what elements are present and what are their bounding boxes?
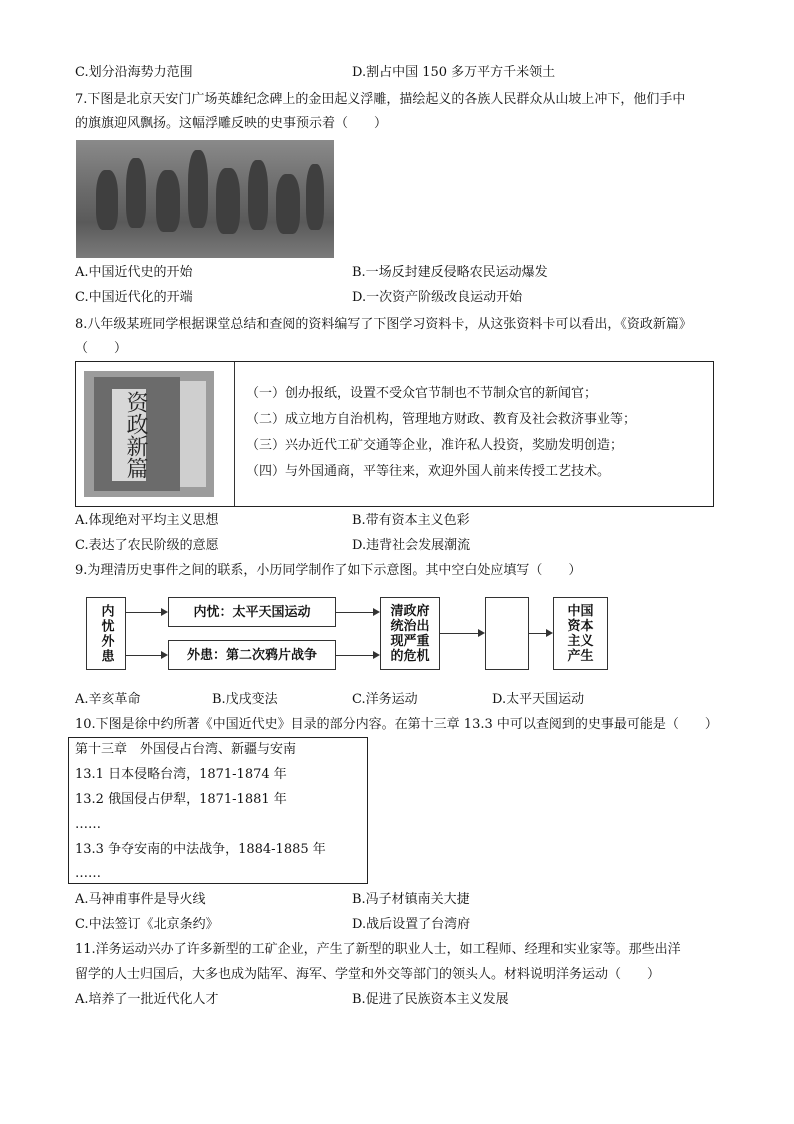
q9-option-c: C.洋务运动	[352, 692, 418, 707]
q11-option-a: A.培养了一批近代化人才	[75, 992, 219, 1007]
q7-option-a: A.中国近代史的开始	[75, 265, 193, 280]
q11-option-b: B.促进了民族资本主义发展	[352, 992, 509, 1007]
arrow-head	[373, 608, 380, 616]
q8-option-d: D.违背社会发展潮流	[352, 538, 471, 553]
connector	[440, 633, 478, 634]
q11-stem-line2: 留学的人士归国后，大多也成为陆军、海军、学堂和外交等部门的领头人。材料说明洋务运动（ ）	[75, 967, 661, 982]
q7-stem-line1: 7.下图是北京天安门广场英雄纪念碑上的金田起义浮雕，描绘起义的各族人民群众从山坡上冲下，他们手中	[75, 92, 686, 107]
connector	[336, 612, 373, 613]
diagram-middle-box: 清政府统治出现严重的危机	[380, 597, 440, 670]
q9-option-b: B.戊戌变法	[212, 692, 278, 707]
q8-stem-line2: （ ）	[75, 341, 128, 356]
connector	[126, 612, 161, 613]
arrow-head	[161, 651, 168, 659]
arrow-head	[546, 629, 553, 637]
q9-stem: 9.为理清历史事件之间的联系，小历同学制作了如下示意图。其中空白处应填写（ ）	[75, 563, 582, 578]
q10-option-a: A.马神甫事件是导火线	[75, 892, 206, 907]
toc-ellipsis: ……	[75, 866, 101, 881]
q10-option-b: B.冯子材镇南关大捷	[352, 892, 470, 907]
q10-stem: 10.下图是徐中约所著《中国近代史》目录的部分内容。在第十三章 13.3 中可以查阅到的史事最可能是（ ）	[75, 717, 718, 732]
arrow-head	[478, 629, 485, 637]
connector	[336, 655, 373, 656]
toc-box	[68, 737, 368, 884]
diagram-top-box: 内忧：太平天国运动	[168, 597, 336, 627]
connector	[126, 655, 161, 656]
diagram-left-box: 内忧外患	[86, 597, 126, 670]
toc-item: 13.2 俄国侵占伊犁，1871-1881 年	[75, 792, 287, 807]
toc-item: 13.3 争夺安南的中法战争，1884-1885 年	[75, 842, 326, 857]
q8-stem-line1: 8.八年级某班同学根据课堂总结和查阅的资料编写了下图学习资料卡，从这张资料卡可以看出，《资政新篇》	[75, 317, 692, 332]
q7-stem-line2: 的旗旗迎风飘扬。这幅浮雕反映的史事预示着（ ）	[75, 116, 388, 131]
q7-option-d: D.一次资产阶级改良运动开始	[352, 290, 523, 305]
toc-item: 13.1 日本侵略台湾，1871-1874 年	[75, 767, 287, 782]
q6-option-c: C.划分沿海势力范围	[75, 65, 193, 80]
q11-stem-line1: 11.洋务运动兴办了许多新型的工矿企业，产生了新型的职业人士，如工程师、经理和实业家等。那些出洋	[75, 942, 681, 957]
diagram-bottom-box: 外患：第二次鸦片战争	[168, 640, 336, 670]
card-item-1: （一）创办报纸，设置不受众官节制也不节制众官的新闻官；	[246, 386, 598, 401]
q7-option-b: B.一场反封建反侵略农民运动爆发	[352, 265, 548, 280]
q8-option-b: B.带有资本主义色彩	[352, 513, 470, 528]
toc-ellipsis: ……	[75, 817, 101, 832]
diagram-right-box: 中国资本主义产生	[553, 597, 608, 670]
q10-option-c: C.中法签订《北京条约》	[75, 917, 219, 932]
diagram-blank-box	[485, 597, 529, 670]
q6-option-d: D.割占中国 150 多万平方千米领土	[352, 65, 556, 80]
q10-option-d: D.战后设置了台湾府	[352, 917, 471, 932]
q9-option-a: A.辛亥革命	[75, 692, 141, 707]
arrow-head	[373, 651, 380, 659]
card-item-4: （四）与外国通商，平等往来，欢迎外国人前来传授工艺技术。	[246, 464, 611, 479]
jintian-uprising-relief-image	[76, 140, 334, 258]
connector	[529, 633, 546, 634]
q8-option-a: A.体现绝对平均主义思想	[75, 513, 219, 528]
card-item-3: （三）兴办近代工矿交通等企业，准许私人投资，奖励发明创造；	[246, 438, 624, 453]
toc-chapter: 第十三章 外国侵占台湾、新疆与安南	[75, 742, 297, 757]
q7-option-c: C.中国近代化的开端	[75, 290, 193, 305]
arrow-head	[161, 608, 168, 616]
q8-option-c: C.表达了农民阶级的意愿	[75, 538, 219, 553]
card-item-2: （二）成立地方自治机构，管理地方财政、教育及社会救济事业等；	[246, 412, 637, 427]
zizheng-xinpian-book-image	[84, 371, 214, 497]
book-title: 资政新篇	[112, 389, 146, 481]
q9-option-d: D.太平天国运动	[492, 692, 585, 707]
